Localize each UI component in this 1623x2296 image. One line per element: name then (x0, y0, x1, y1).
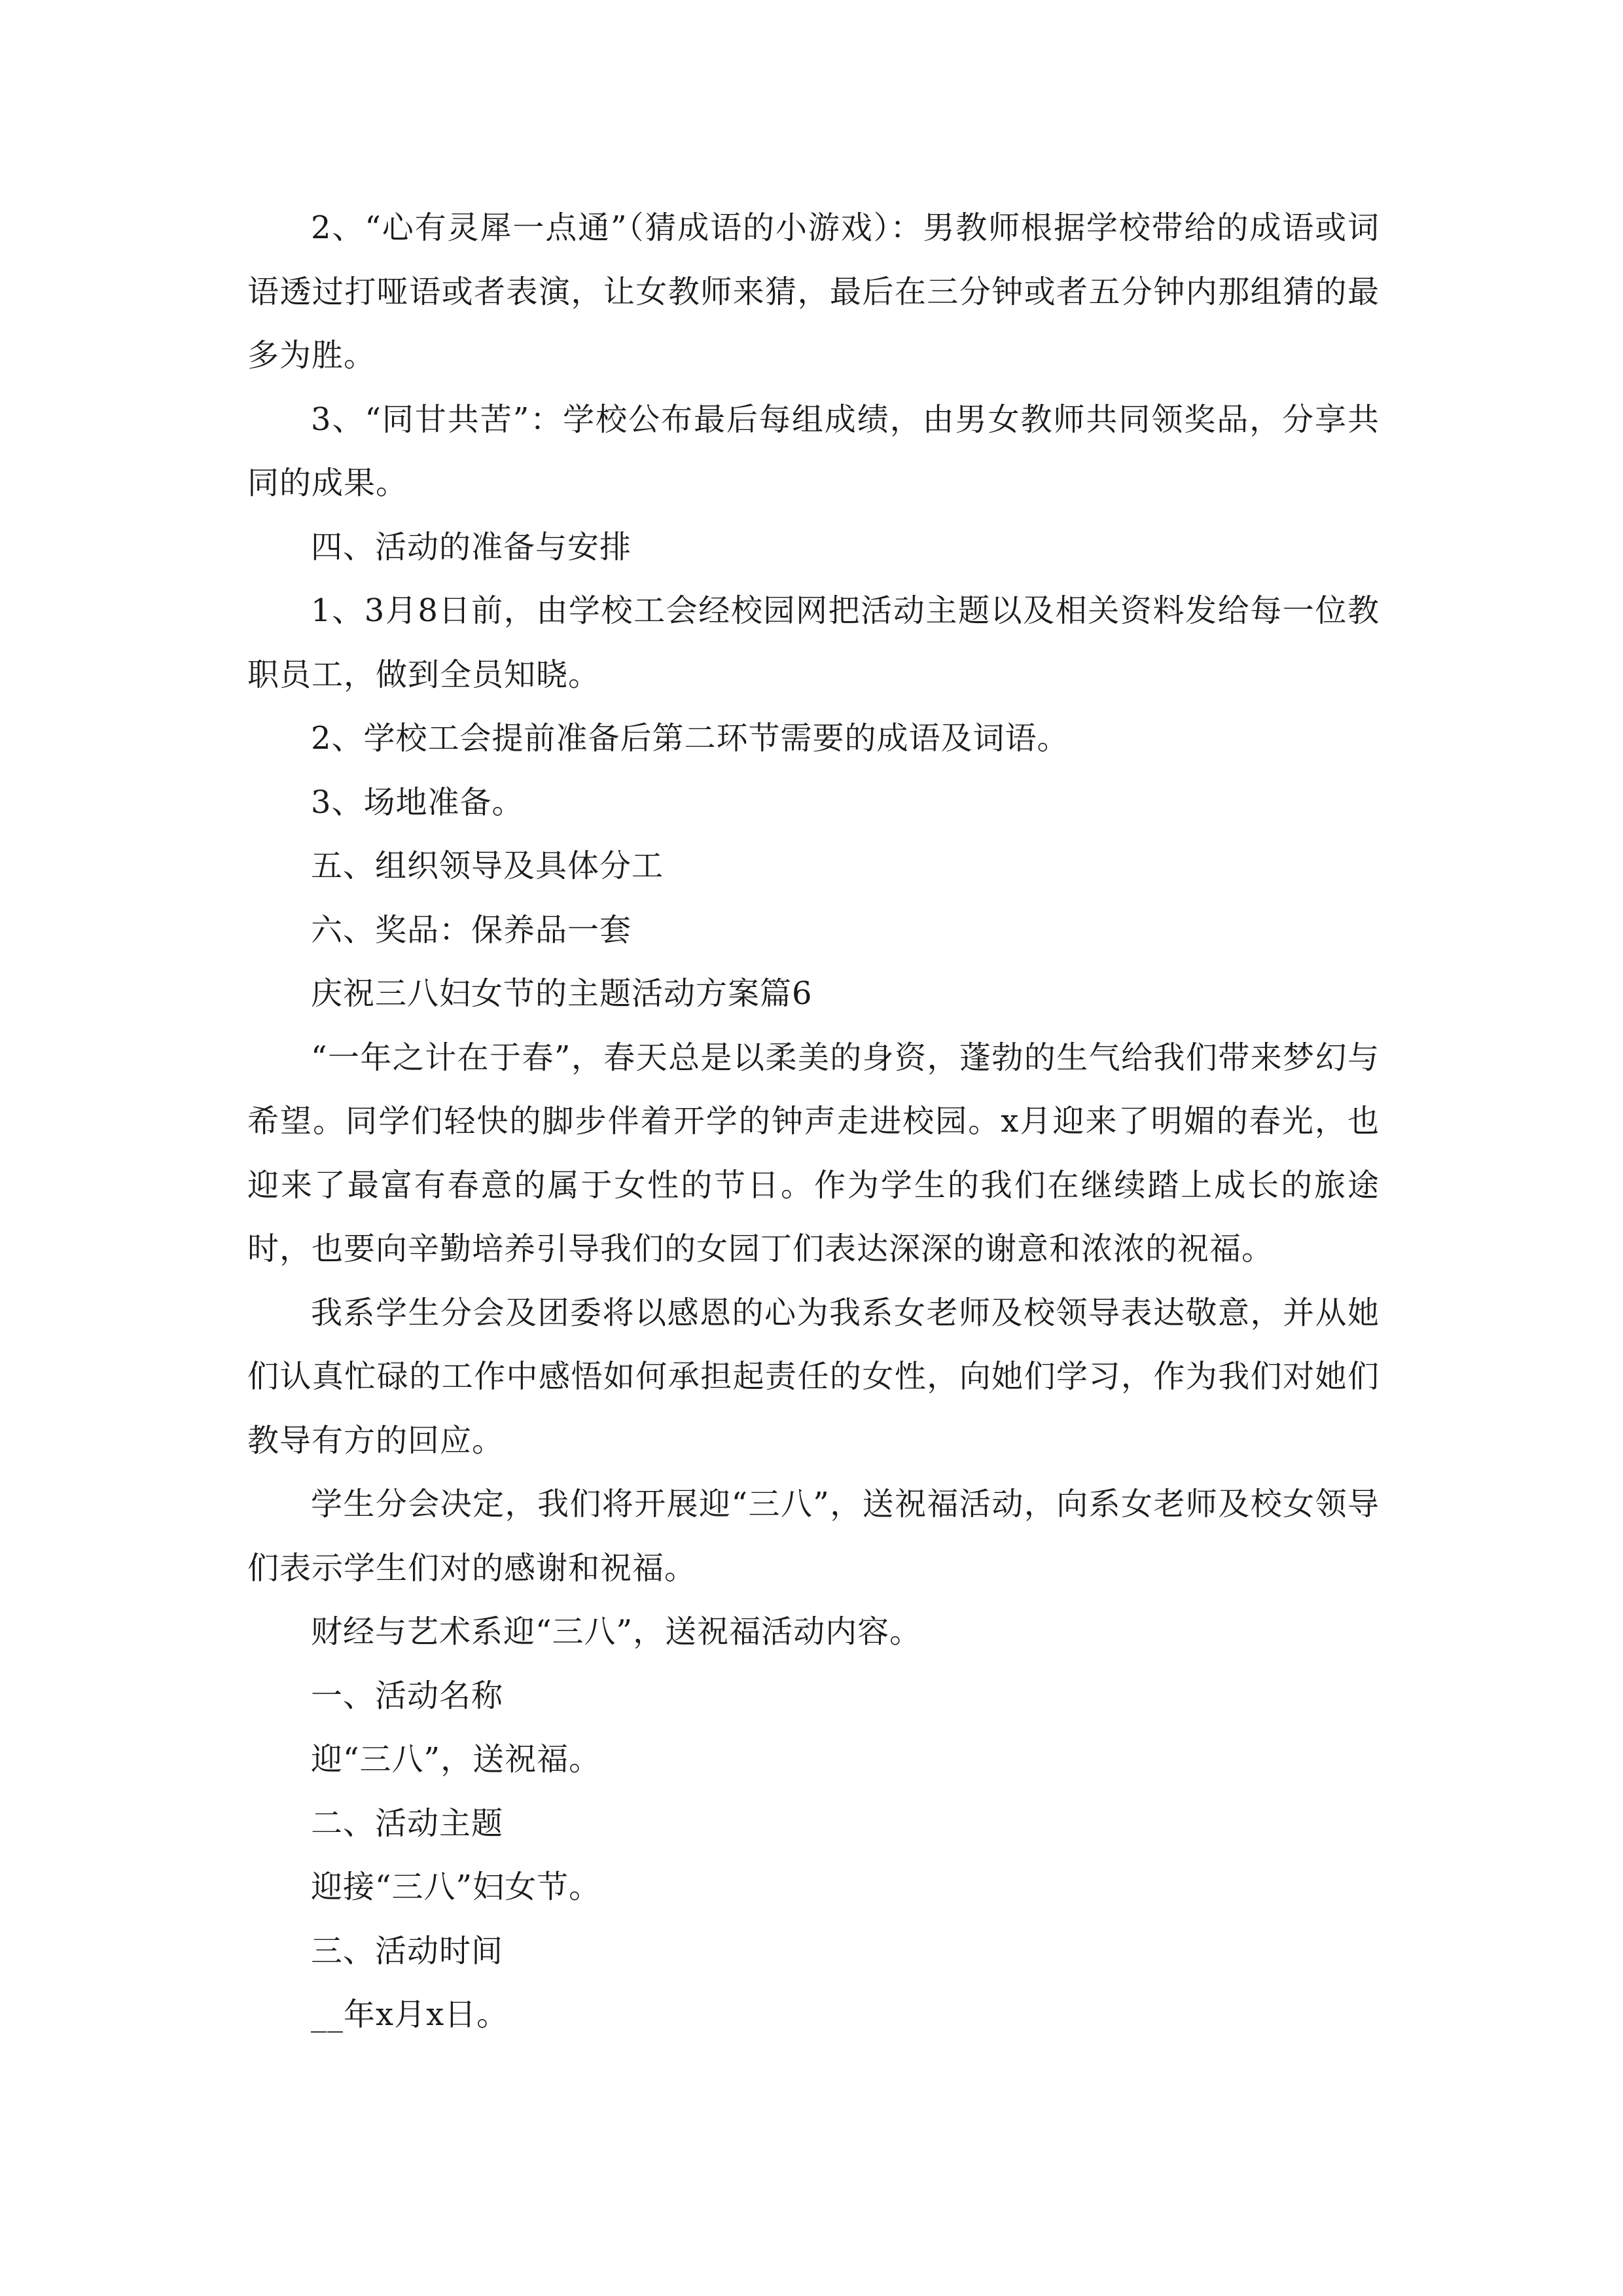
paragraph-game-guess-idiom: 2、“心有灵犀一点通”（猜成语的小游戏）：男教师根据学校带给的成语或词语透过打哑语或者表演，让女教师来猜，最后在三分钟或者五分钟内那组猜的最多为胜。 (247, 209, 1380, 374)
paragraph-activity-theme: 迎接“三八”妇女节。 (311, 1869, 601, 1905)
paragraph-prep-2: 2、学校工会提前准备后第二环节需要的成语及词语。 (311, 720, 1069, 757)
paragraph-intro-spring: “一年之计在于春”，春天总是以柔美的身资，蓬勃的生气给我们带来梦幻与希望。同学们轻快的脚步伴着开学的钟声走进校园。x月迎来了明媚的春光，也迎来了最富有春意的属于女性的节日。作为学生的我们在继续踏上成长的旅途时，也要向辛勤培养引导我们的女园丁们表达深深的谢意和浓浓的祝福。 (247, 1039, 1380, 1267)
section-heading-prizes: 六、奖品：保养品一套 (311, 911, 632, 948)
section-heading-activity-theme: 二、活动主题 (311, 1804, 504, 1842)
paragraph-prep-3: 3、场地准备。 (311, 783, 524, 821)
section-heading-preparation: 四、活动的准备与安排 (311, 528, 632, 565)
paragraph-share-results: 3、“同甘共苦”：学校公布最后每组成绩，由男女教师共同领奖品，分享共同的成果。 (247, 401, 1380, 501)
paragraph-prep-1: 1、3月8日前，由学校工会经校园网把活动主题以及相关资料发给每一位教职员工，做到全员知晓。 (247, 592, 1380, 693)
paragraph-decision: 学生分会决定，我们将开展迎“三八”，送祝福活动，向系女老师及校女领导们表示学生们对的感谢和祝福。 (247, 1486, 1380, 1587)
paragraph-activity-content: 财经与艺术系迎“三八”，送祝福活动内容。 (311, 1613, 922, 1650)
paragraph-activity-name: 迎“三八”，送祝福。 (311, 1741, 601, 1778)
section-heading-activity-name: 一、活动名称 (311, 1677, 504, 1714)
paragraph-gratitude: 我系学生分会及团委将以感恩的心为我系女老师及校领导表达敬意，并从她们认真忙碌的工作中感悟如何承担起责任的女性，向她们学习，作为我们对她们教导有方的回应。 (247, 1294, 1380, 1459)
document-body (247, 196, 1380, 2047)
section-heading-activity-time: 三、活动时间 (311, 1932, 504, 1969)
paragraph-activity-time: __年x月x日。 (311, 1996, 509, 2033)
section-heading-organization: 五、组织领导及具体分工 (311, 848, 664, 884)
article-title-plan-6: 庆祝三八妇女节的主题活动方案篇6 (311, 975, 813, 1012)
